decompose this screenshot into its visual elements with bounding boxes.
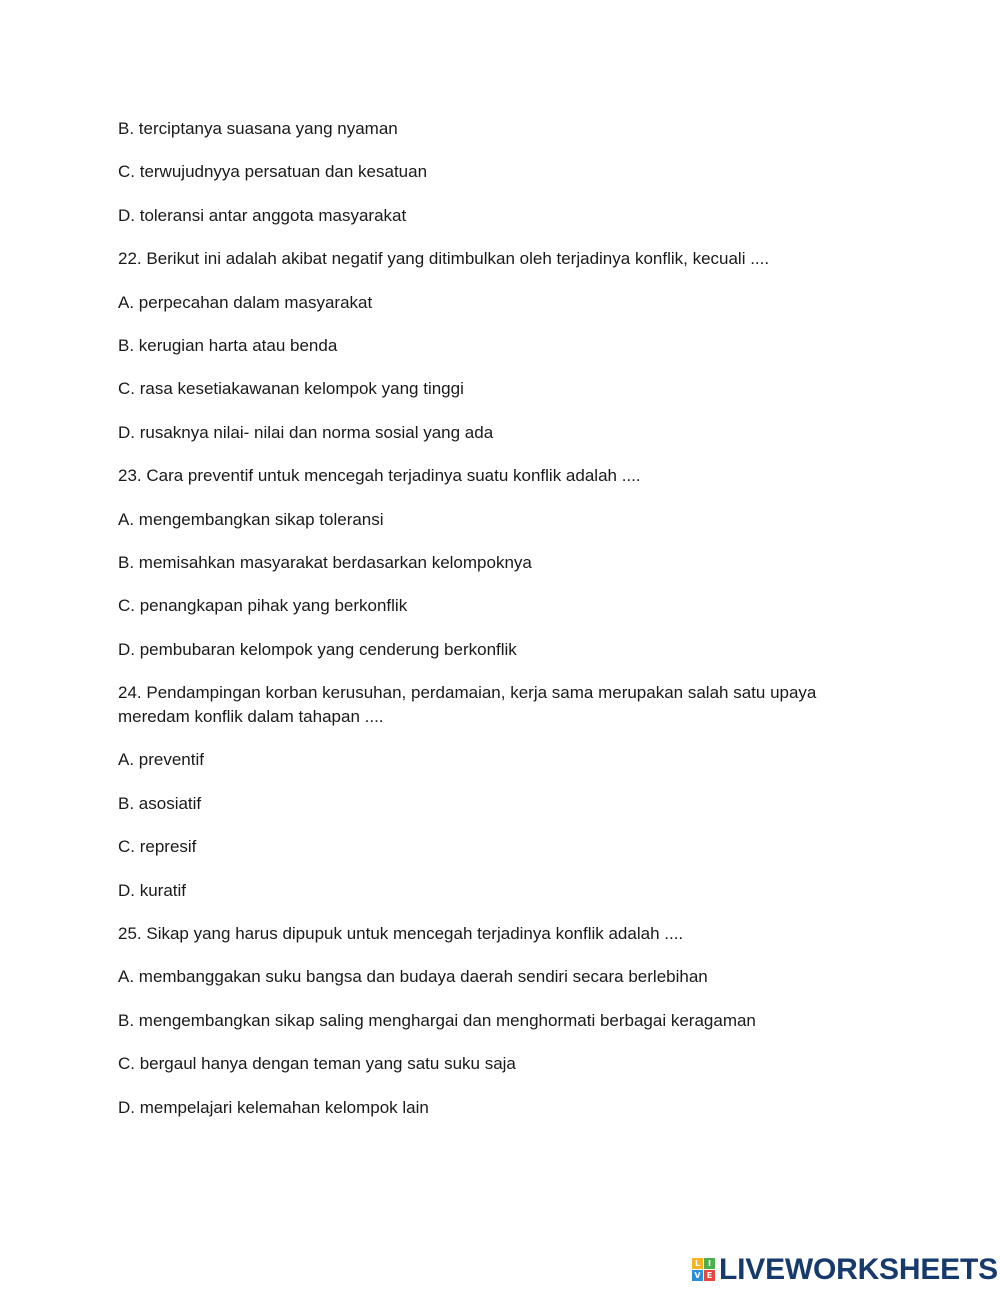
option-24-a: A. preventif (118, 750, 204, 770)
option-25-a: A. membanggakan suku bangsa dan budaya daerah sendiri secara berlebihan (118, 967, 708, 987)
question-23: 23. Cara preventif untuk mencegah terjadinya suatu konflik adalah .... (118, 466, 641, 486)
option-24-b: B. asosiatif (118, 793, 202, 813)
option-21-d: D. toleransi antar anggota masyarakat (118, 205, 407, 225)
question-25: 25. Sikap yang harus dipupuk untuk mencegah terjadinya konflik adalah .... (118, 924, 684, 944)
option-21-c: C. terwujudnyya persatuan dan kesatuan (118, 162, 428, 182)
option-22-b: B. kerugian harta atau benda (118, 335, 338, 355)
liveworksheets-logo-text: LIVEWORKSHEETS (719, 1253, 998, 1286)
option-23-d: D. pembubaran kelompok yang cenderung berkonflik (118, 639, 517, 659)
liveworksheets-logo-icon (692, 1258, 716, 1282)
option-22-d: D. rusaknya nilai- nilai dan norma sosial yang ada (118, 422, 494, 442)
logo-tile-v: V (692, 1270, 703, 1281)
logo-tile-e: E (704, 1270, 715, 1281)
option-23-b: B. memisahkan masyarakat berdasarkan kelompoknya (118, 552, 532, 572)
question-22: 22. Berikut ini adalah akibat negatif yang ditimbulkan oleh terjadinya konflik, kecuali .... (118, 249, 770, 269)
option-25-d: D. mempelajari kelemahan kelompok lain (118, 1097, 429, 1117)
logo-tile-i: I (704, 1258, 715, 1269)
logo-tile-l: L (692, 1258, 703, 1269)
option-23-a: A. mengembangkan sikap toleransi (118, 509, 384, 529)
option-25-c: C. bergaul hanya dengan teman yang satu suku saja (118, 1054, 516, 1074)
option-24-d: D. kuratif (118, 880, 187, 900)
option-22-a: A. perpecahan dalam masyarakat (118, 292, 373, 312)
option-22-c: C. rasa kesetiakawanan kelompok yang tinggi (118, 379, 464, 399)
liveworksheets-logo (692, 1253, 998, 1286)
option-25-b: B. mengembangkan sikap saling menghargai dan menghormati berbagai keragaman (118, 1010, 756, 1030)
option-21-b: B. terciptanya suasana yang nyaman (118, 119, 398, 138)
question-list (118, 117, 878, 1139)
question-24: 24. Pendampingan korban kerusuhan, perdamaian, kerja sama merupakan salah satu upaya meredam konflik dalam tahapan .... (118, 683, 817, 727)
option-23-c: C. penangkapan pihak yang berkonflik (118, 596, 408, 616)
option-24-c: C. represif (118, 837, 197, 857)
